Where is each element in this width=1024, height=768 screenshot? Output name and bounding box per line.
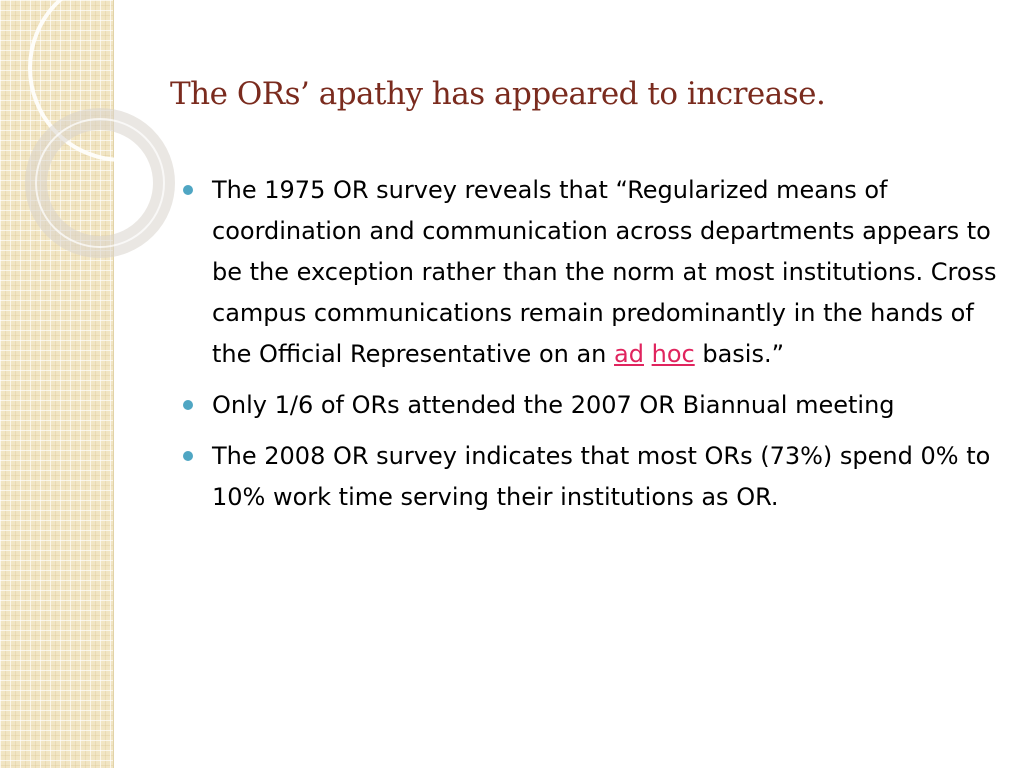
decorative-ring-lower-highlight: [36, 119, 164, 247]
bullet-dot-icon: [183, 451, 193, 461]
slide-title: The ORs’ apathy has appeared to increase.: [170, 76, 826, 112]
bullet-2-text: Only 1/6 of ORs attended the 2007 OR Biannual meeting: [212, 391, 895, 419]
list-item: [180, 170, 1000, 375]
list-item: [180, 436, 1000, 518]
link-ad[interactable]: ad: [614, 340, 644, 368]
bullet-dot-icon: [183, 185, 193, 195]
bullet-1-tail: basis.”: [694, 340, 785, 368]
bullet-1-text: The 1975 OR survey reveals that “Regularized means of coordination and communication across departments appears to be the exception rather than the norm at most institutions. Cross campus communications remain predominantly in the hands of the Official Representative on an: [212, 176, 997, 368]
bullet-3-text: The 2008 OR survey indicates that most ORs (73%) spend 0% to 10% work time serving their institutions as OR.: [212, 442, 991, 511]
link-hoc[interactable]: hoc: [651, 340, 695, 368]
list-item: [180, 385, 1000, 426]
bullet-dot-icon: [183, 400, 193, 410]
link-separator: [644, 340, 652, 368]
bullet-list: [180, 170, 1000, 528]
